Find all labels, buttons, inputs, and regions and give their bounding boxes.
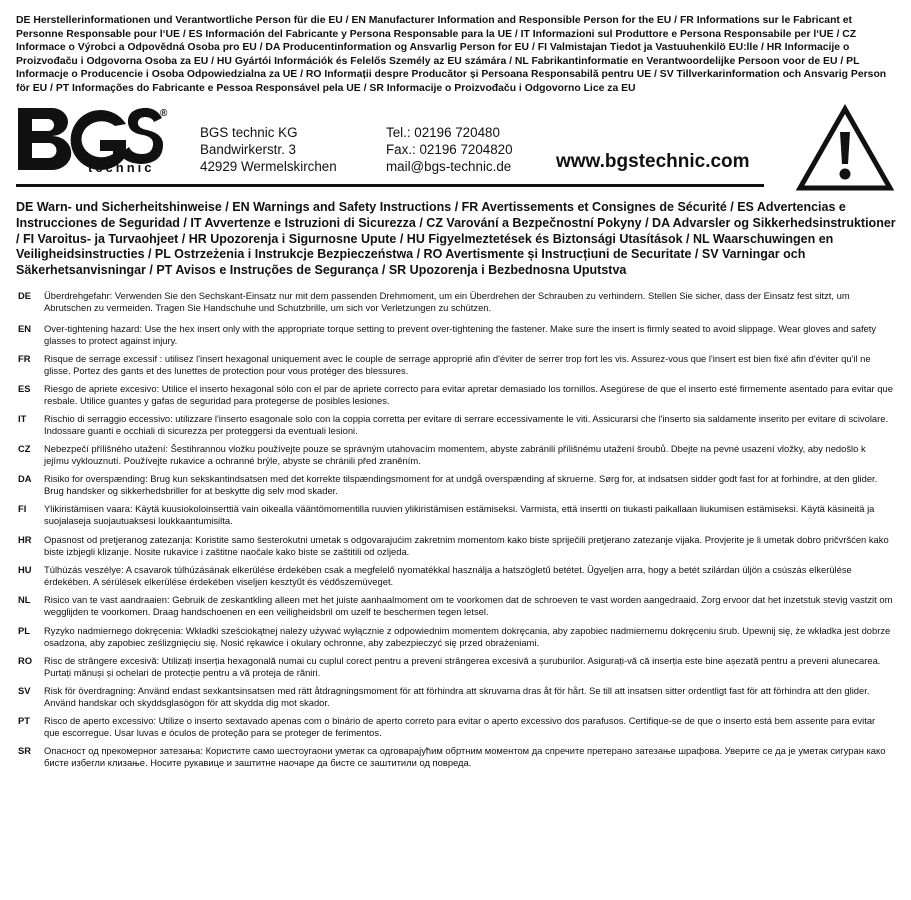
warning-triangle-icon	[796, 104, 894, 192]
language-code: SR	[18, 745, 32, 756]
language-row	[18, 534, 893, 564]
language-code: CZ	[18, 443, 31, 454]
header-divider	[16, 184, 764, 187]
website-link[interactable]: www.bgstechnic.com	[556, 151, 750, 172]
bgs-technic-logo	[16, 104, 166, 174]
language-code: HU	[18, 564, 32, 575]
warnings-heading: DE Warn- und Sicherheitshinweise / EN Warnings and Safety Instructions / FR Avertissements et Consignes de Sécurité / ES Advertencias e Instrucciones de Seguridad / IT Avvertenze e Istruzioni di Sicurezza / CZ Varování a Bezpečnostní Pokyny / DA Advarsler og Sikkerhedsinstruktioner / FI Varoitus- ja Turvaohjeet / HR Upozorenja i Sigurnosne Upute / HU Figyelmeztetések és Biztonsági Utasítások / NL Waarschuwingen en Veiligheidsinstructies / PL Ostrzeżenia i Instrukcje Bezpieczeństwa / RO Avertismente și Instrucțiuni de Securitate / SV Varningar och Säkerhetsanvisningar / PT Avisos e Instruções de Segurança / SR Upozorenja i Bezbednosna Uputstva	[16, 200, 896, 278]
logo-subtitle: technic	[88, 160, 155, 175]
language-list	[18, 290, 893, 775]
language-text: Rischio di serraggio eccessivo: utilizzare l'inserto esagonale solo con la coppia corretta per evitare di serrare eccessivamente le viti. Assicurarsi che l'inserto sia saldamente inserito per evitare di scivolare. Indossare guanti e occhiali di sicurezza per proteggersi da eventuali lesioni.	[44, 413, 889, 436]
language-row	[18, 625, 893, 655]
language-row	[18, 503, 893, 534]
language-code: DE	[18, 290, 32, 301]
language-row	[18, 594, 893, 625]
language-text: Túlhúzás veszélye: A csavarok túlhúzásának elkerülése érdekében csak a megfelelő nyomatékkal használja a hatszögletű betétet. Ügyeljen arra, hogy a betét szilárdan üljön a csúszás elkerülése érdekében. A sérülések elkerülése érdekében viseljen kesztyűt és védőszemüveget.	[44, 564, 852, 587]
telephone: Tel.: 02196 720480	[386, 125, 500, 140]
company-name: BGS technic KG	[200, 125, 298, 140]
language-text: Over-tightening hazard: Use the hex insert only with the appropriate torque setting to prevent over-tightening the fastener. Make sure the insert is firmly seated to avoid slippage. Wear gloves and safety glasses to protect against injury.	[44, 323, 877, 346]
language-code: IT	[18, 413, 27, 424]
language-row	[18, 383, 893, 413]
language-row	[18, 745, 893, 775]
language-text: Risque de serrage excessif : utilisez l'insert hexagonal uniquement avec le couple de serrage approprié afin d'éviter de serrer trop fort les vis. Assurez-vous que l'insert est bien fixé afin d'éviter qu'il ne glisse. Portez des gants et des lunettes de protection pour vous protéger des blessures.	[44, 353, 871, 376]
language-code: FR	[18, 353, 31, 364]
fax: Fax.: 02196 7204820	[386, 142, 513, 157]
language-code: ES	[18, 383, 31, 394]
language-text: Ryzyko nadmiernego dokręcenia: Wkładki sześciokątnej należy używać wyłącznie z odpowiednim momentem dokręcania, aby zapobiec nadmiernemu dokręceniu śrub. Upewnij się, że wkładka jest dobrze osadzona, aby zapobiec ześlizgnięciu się. Nosić rękawice i okulary ochronne, aby zabezpieczyć się przed obrażeniami.	[44, 625, 891, 648]
contact-details	[386, 124, 513, 175]
language-text: Opasnost od pretjeranog zatezanja: Koristite samo šesterokutni umetak s odgovarajućim zakretnim momentom kako biste spriječili pretjerano zatezanje vijaka. Provjerite je li umetak dobro pričvršćen kako biste izbjegli klizanje. Nosite rukavice i zaštitne naočale kako biste se zaštitili od ozljeda.	[44, 534, 889, 557]
language-row	[18, 413, 893, 443]
language-text: Risk för överdragning: Använd endast sexkantsinsatsen med rätt åtdragningsmoment för att förhindra att skruvarna dras åt för hårt. Se till att insatsen sitter ordentligt fast för att förhindra att den glider. Använd handskar och skyddsglasögon för att skydda dig mot skador.	[44, 685, 870, 708]
language-code: PT	[18, 715, 30, 726]
language-row	[18, 353, 893, 383]
city: 42929 Wermelskirchen	[200, 159, 337, 174]
language-code: HR	[18, 534, 32, 545]
language-code: DA	[18, 473, 32, 484]
language-code: PL	[18, 625, 30, 636]
language-row	[18, 323, 893, 353]
language-text: Risc de strângere excesivă: Utilizați inserția hexagonală numai cu cuplul corect pentru a preveni strângerea excesivă a șuruburilor. Asigurați-vă că inserția este bine așezată pentru a preveni alunecarea. Purtați mănuși și ochelari de protecție pentru a vă proteja de răniri.	[44, 655, 881, 678]
language-row	[18, 290, 893, 323]
email[interactable]: mail@bgs-technic.de	[386, 159, 512, 174]
language-row	[18, 655, 893, 685]
language-code: FI	[18, 503, 27, 514]
language-text: Nebezpečí přílišného utažení: Šestihrannou vložku používejte pouze se správným utahovacím momentem, abyste zabránili přílišnému utažení šroubů. Dbejte na pevné usazení vložky, aby nedošlo k jejímu vyklouznutí. Používejte rukavice a ochranné brýle, abyste se chránili před zraněním.	[44, 443, 866, 466]
language-text: Überdrehgefahr: Verwenden Sie den Sechskant-Einsatz nur mit dem passenden Drehmoment, um ein Überdrehen der Schrauben zu verhindern. Stellen Sie sicher, dass der Einsatz fest sitzt, um Abrutschen zu vermeiden. Tragen Sie Handschuhe und Schutzbrille, um sich vor Verletzungen zu schützen.	[44, 290, 850, 313]
language-code: SV	[18, 685, 31, 696]
language-row	[18, 685, 893, 715]
registered-mark: ®	[160, 108, 168, 119]
language-text: Risco de aperto excessivo: Utilize o inserto sextavado apenas com o binário de aperto correto para evitar o aperto excessivo dos parafusos. Certifique-se de que o inserto está bem assente para evitar que escorregue. Usar luvas e óculos de proteção para se proteger de ferimentos.	[44, 715, 876, 738]
language-text: Опасност од прекомерног затезања: Користите само шестоугаони уметак са одговарајућим обртним моментом да спречите претерано затезање шрафова. Уверите се да је уметак сигуран како бисте избегли клизање. Носите рукавице и заштитне наочаре да бисте се заштитили од повреда.	[44, 745, 886, 768]
language-code: RO	[18, 655, 33, 666]
language-row	[18, 715, 893, 745]
language-text: Risiko for overspænding: Brug kun sekskantindsatsen med det korrekte tilspændingsmoment for at undgå overspænding af skruerne. Sørg for, at indsatsen sidder godt fast for at forhindre, at den glider. Brug handsker og sikkerhedsbriller for at beskytte dig selv mod skader.	[44, 473, 878, 496]
language-row	[18, 443, 893, 473]
language-code: EN	[18, 323, 32, 334]
language-code: NL	[18, 594, 31, 605]
language-row	[18, 564, 893, 594]
language-text: Riesgo de apriete excesivo: Utilice el inserto hexagonal sólo con el par de apriete correcto para evitar apretar demasiado los tornillos. Asegúrese de que el inserto esté firmemente asentado para evitar que resbale. Utilice guantes y gafas de seguridad para protegerse de posibles lesiones.	[44, 383, 893, 406]
language-text: Risico van te vast aandraaien: Gebruik de zeskantkling alleen met het juiste aanhaalmoment om te voorkomen dat de schroeven te vast worden aangedraaid. Zorg ervoor dat het inzetstuk stevig vastzit om wegglijden te voorkomen. Draag handschoenen en een veiligheidsbril om uzelf te beschermen tegen letsel.	[44, 594, 893, 617]
language-text: Ylikiristämisen vaara: Käytä kuusiokoloinserttiä vain oikealla vääntömomentilla ruuvien ylikiristämisen estämiseksi. Varmista, että insertti on tiukasti paikallaan liukumisen estämiseksi. Käytä käsineitä ja suojalaseja suojautuaksesi loukkaantumisilta.	[44, 503, 875, 526]
manufacturer-info-heading: DE Herstellerinformationen und Verantwortliche Person für die EU / EN Manufacturer Information and Responsible Person for the EU / FR Informations sur le Fabricant et Personne Responsable pour l‘UE / ES Información del Fabricante y Persona Responsable para la UE / IT Informazioni sul Produttore e Persona Responsabile per l‘UE / CZ Informace o Výrobci a Odpovědná Osoba pro EU / DA Producentinformation og Ansvarlig Person for EU / FI Valmistajan Tiedot ja Vastuuhenkilö EU:lle / HR Informacije o Proizvođaču i Odgovorna Osoba za EU / HU Gyártói Információk és Felelős Személy az EU számára / NL Fabrikantinformatie en Verantwoordelijke Persoon voor de EU / PL Informacje o Producencie i Osoba Odpowiedzialna za UE / RO Informații despre Producător și Persoana Responsabilă pentru UE / SV Tillverkarinformation och Ansvarig Person för EU / PT Informações do Fabricante e Pessoa Responsável pela UE / SR Informacije o Proizvođaču i Odgovorno Lice za EU	[16, 15, 887, 94]
street: Bandwirkerstr. 3	[200, 142, 297, 157]
company-address	[200, 124, 337, 175]
language-row	[18, 473, 893, 503]
